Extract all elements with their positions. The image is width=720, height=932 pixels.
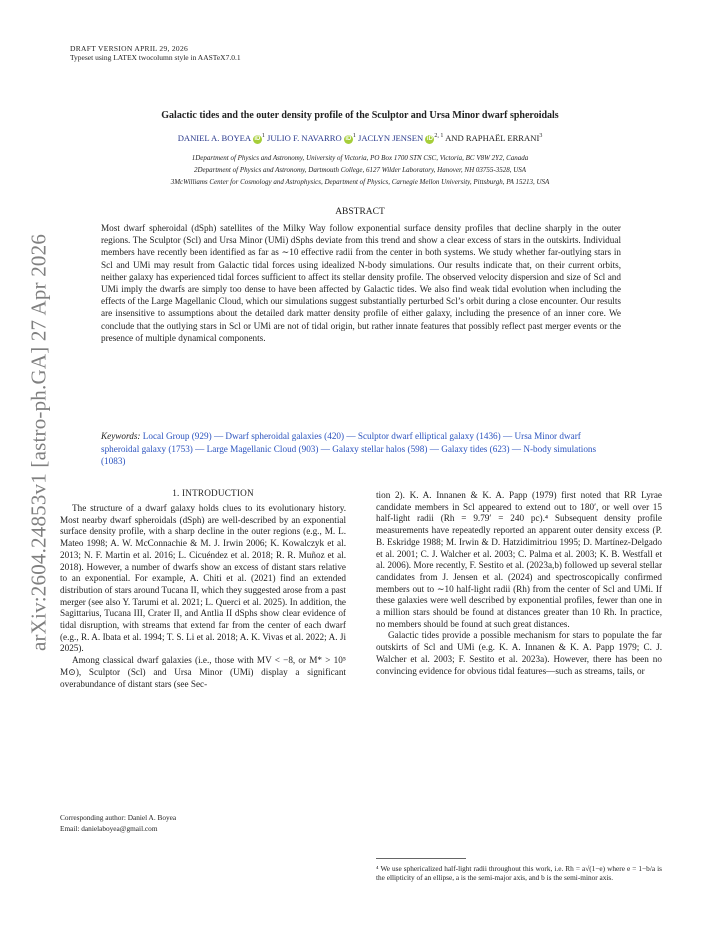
running-header-typeset: Typeset using LATEX twocolumn style in AASTeX7.0.1 [70, 53, 241, 62]
keywords-label: Keywords: [101, 431, 141, 441]
author-navarro[interactable]: JULIO F. NAVARRO [266, 133, 342, 143]
footnote: ⁴ We use sphericalized half-light radii throughout this work, i.e. Rh = a√(1−e) where e = 1−b/a is the ellipticity of an ellipse, a is the semi-major axis, and b is the semi-minor axis. [376, 864, 662, 882]
author-email[interactable]: Email: danielaboyea@gmail.com [60, 824, 158, 833]
paragraph: tion 2). K. A. Innanen & K. A. Papp (1979) first noted that RR Lyrae candidate members in Scl appeared to extend out to 180′, or well over 15 half-light radii (Rh = 9.79′ = 240 pc).⁴ Subsequent density profile measurements have repeatedly reported an apparent outer density excess (P. B. Eskridge 1988; M. Irwin & D. Hatzidimitriou 1995; D. Martínez-Delgado et al. 2001; C. J. Walcher et al. 2003; C. Palma et al. 2003; K. B. Westfall et al. 2006). More recently, F. Sestito et al. (2023a,b) followed up several stellar candidates from J. Jensen et al. (2024) and spectroscopically confirmed members out to ∼10 half-light radii (Rh) from the center of Scl and UMi. If these galaxies were well described by exponential profiles, fewer than one in a million stars should be found at distances greater than 10 Rh. In practice, no members should be found at such great distances. [376, 490, 662, 629]
abstract-heading: ABSTRACT [335, 207, 385, 217]
corresponding-author-note [60, 812, 176, 834]
author-jensen[interactable]: JACLYN JENSEN [357, 133, 424, 143]
paragraph: Among classical dwarf galaxies (i.e., those with MV < −8, or M* > 10⁵ M⊙), Sculptor (Scl) and Ursa Minor (UMi) display a significant overabundance of distant stars (see Sec- [60, 655, 346, 689]
left-column [60, 503, 346, 690]
corresponding-author: Corresponding author: Daniel A. Boyea [60, 813, 177, 822]
affiliation-1: 1Department of Physics and Astronomy, University of Victoria, PO Box 1700 STN CSC, Victoria, BC V8W 2Y2, Canada [191, 154, 529, 162]
affiliation-3: 3McWilliams Center for Cosmology and Astrophysics, Department of Physics, Carnegie Mellon University, Pittsburgh, PA 15213, USA [170, 178, 550, 186]
author-boyea[interactable]: DANIEL A. BOYEA [177, 133, 251, 143]
section-heading: 1. INTRODUCTION [172, 488, 254, 498]
paragraph: The structure of a dwarf galaxy holds clues to its evolutionary history. Most nearby dwarf spheroidals (dSph) are well-described by an exponential surface density profile, with a sharp decline in the outer regions (e.g., M. L. Mateo 1998; A. W. McConnachie & M. J. Irwin 2006; K. Kowalczyk et al. 2013; N. F. Martin et al. 2016; L. Cicuéndez et al. 2018; R. R. Muñoz et al. 2018). However, a number of dwarfs show an excess of distant stars relative to an exponential. For example, A. Chiti et al. (2021) find an extended distribution of stars around Tucana II, which they suggested arose from a past merger (see also Y. Tarumi et al. 2021; L. Querci et al. 2025). In addition, the Sagittarius, Tucana III, Crater II, and Antlia II dSphs show clear evidence of tidal disruption, with streams that extend far from the center of each dwarf (e.g., R. A. Ibata et al. 1994; T. S. Li et al. 2018; A. K. Vivas et al. 2022; A. Ji 2025). [60, 503, 346, 654]
keywords-list[interactable]: Local Group (929) — Dwarf spheroidal galaxies (420) — Sculptor dwarf elliptical galaxy (1436) — Ursa Minor dwarf spheroidal galaxy (1753) — Large Magellanic Cloud (903) — Galaxy stellar halos (598) — Galaxy tides (623) — N-body simulations (1083) [101, 431, 597, 466]
orcid-icon[interactable]: iD [345, 135, 352, 142]
affiliation-2: 2Department of Physics and Astronomy, Dartmouth College, 6127 Wilder Laboratory, Hanover, NH 03755-3528, USA [193, 166, 527, 174]
paper-title: Galactic tides and the outer density profile of the Sculptor and Ursa Minor dwarf spheroidals [161, 110, 559, 121]
right-column [376, 490, 662, 677]
author-errani: AND RAPHAËL ERRANI [445, 133, 540, 143]
abstract-text: Most dwarf spheroidal (dSph) satellites of the Milky Way follow exponential surface density profiles that decline sharply in the outer regions. The Sculptor (Scl) and Ursa Minor (UMi) dSphs deviate from this trend and show a clear excess of stars in the outskirts. Individual members have recently been identified as far as ∼10 effective radii from the center in both systems. We study whether far-outlying stars in Scl and UMi may result from Galactic tidal forces using idealized N-body simulations. Our results indicate that, on their current orbits, neither galaxy has experienced tidal forces sufficient to affect its stellar density profile. The observed velocity dispersion and size of Scl and UMi imply the dwarfs are simply too dense to have been affected by Galactic tides. We also find weak tidal evolution when including the effects of the Large Magellanic Cloud, which our simulations suggest substantially perturbed Scl’s orbit during a close encounter. Our results are insensitive to assumptions about the detailed dark matter density profile of either galaxy, including the presence of an inner core. We conclude that the outlying stars in Scl or UMi are not of tidal origin, but rather innate features that possibly reflect past merger events or the presence of multiple dynamical components. [101, 223, 621, 343]
orcid-icon[interactable]: iD [426, 135, 433, 142]
arxiv-stamp: arXiv:2604.24853v1 [astro-ph.GA] 27 Apr 2026 [26, 233, 51, 652]
orcid-icon[interactable]: iD [254, 135, 261, 142]
author-list: DANIEL A. BOYEA iD $^1$ JULIO F. NAVARRO iD $^1$ JACLYN JENSEN iD $^{2, 1}$ AND RAPHAËL ERRANI$^3$ [177, 133, 543, 143]
keywords [101, 430, 621, 468]
running-header-draft: DRAFT VERSION APRIL 29, 2026 [70, 44, 189, 53]
footnote-divider [376, 858, 466, 859]
paragraph: Galactic tides provide a possible mechanism for stars to populate the far outskirts of Scl and UMi (e.g. K. A. Innanen & K. A. Papp 1979; C. J. Walcher et al. 2003; F. Sestito et al. 2023a). However, there has been no convincing evidence for obvious tidal features—such as streams, tails, or [376, 630, 662, 676]
